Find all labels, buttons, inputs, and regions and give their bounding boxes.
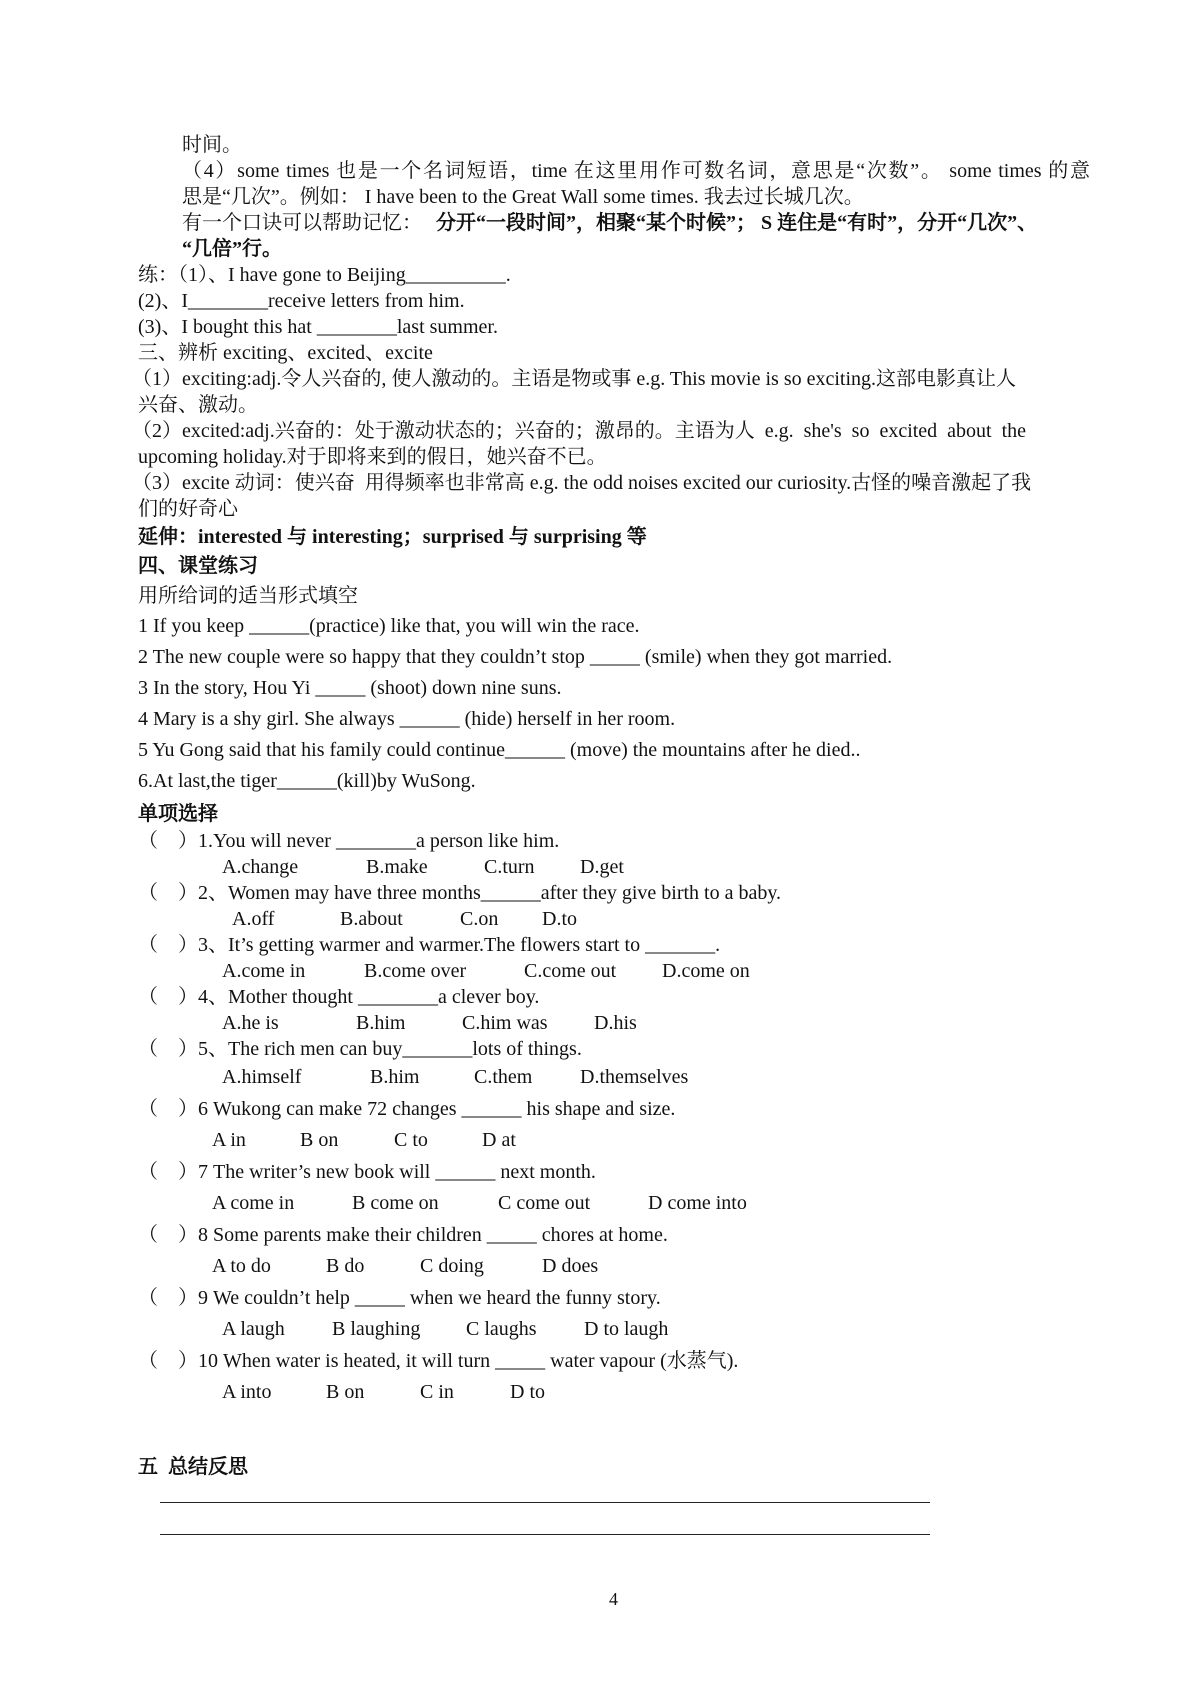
fill-item-6: 6.At last,the tiger______(kill)by WuSong.	[138, 770, 476, 792]
option-c: C to	[394, 1129, 428, 1151]
practice-1: 练：（1）、I have gone to Beijing__________.	[138, 264, 511, 286]
question-stem: 6 Wukong can make 72 changes ______ his shape and size.	[198, 1098, 676, 1120]
option-a: A come in	[212, 1192, 295, 1214]
option-d: D.his	[594, 1012, 637, 1034]
option-b: B.make	[366, 856, 428, 878]
mc-question-10	[138, 1348, 738, 1374]
option-a: A.he is	[222, 1012, 279, 1034]
excited-line-b: upcoming holiday.对于即将来到的假日，她兴奋不已。	[138, 446, 607, 468]
mc-question-5	[138, 1036, 582, 1062]
mc-question-2	[138, 880, 781, 906]
practice-3: (3)、I bought this hat ________last summer.	[138, 316, 498, 338]
fill-item-1: 1 If you keep ______(practice) like that, you will win the race.	[138, 615, 640, 637]
reflection-line-1[interactable]	[160, 1502, 930, 1503]
option-c: C laughs	[466, 1318, 537, 1340]
excited-line-a: （2）excited:adj.兴奋的：处于激动状态的；兴奋的；激昂的。主语为人 e.g. she's so excited about the	[132, 420, 1027, 442]
mc-question-4	[138, 984, 539, 1010]
mc-question-7	[138, 1159, 596, 1185]
answer-paren: （ ）	[138, 1350, 198, 1372]
page-number: 4	[609, 1589, 618, 1609]
option-d: D.to	[542, 908, 577, 930]
option-c: C in	[420, 1381, 454, 1403]
reflection-line-2[interactable]	[160, 1534, 930, 1535]
answer-paren: （ ）	[138, 1287, 198, 1309]
option-c: C come out	[498, 1192, 591, 1214]
option-c: C.come out	[524, 960, 617, 982]
answer-paren: （ ）	[138, 1161, 198, 1183]
practice-2: (2)、I________receive letters from him.	[138, 290, 465, 312]
option-d: D.themselves	[580, 1066, 689, 1088]
option-a: A in	[212, 1129, 246, 1151]
option-b: B.come over	[364, 960, 467, 982]
excite-line-b: 们的好奇心	[138, 498, 238, 520]
question-stem: 5、The rich men can buy_______lots of things.	[198, 1038, 582, 1060]
answer-paren: （ ）	[138, 830, 198, 852]
question-stem: 4、Mother thought ________a clever boy.	[198, 986, 540, 1008]
option-d: D.get	[580, 856, 624, 878]
answer-paren: （ ）	[138, 1224, 198, 1246]
option-a: A.himself	[222, 1066, 302, 1088]
option-b: B.about	[340, 908, 403, 930]
mc-title: 单项选择	[138, 803, 218, 825]
option-d: D does	[542, 1255, 599, 1277]
mnemonic-lead: 有一个口诀可以帮助记忆：	[182, 212, 422, 234]
section4-subtitle: 用所给词的适当形式填空	[138, 585, 358, 607]
exciting-line-b: 兴奋、激动。	[138, 394, 258, 416]
question-stem: 3、It’s getting warmer and warmer.The flowers start to _______.	[198, 934, 721, 956]
option-d: D.come on	[662, 960, 750, 982]
option-d: D to	[510, 1381, 545, 1403]
question-stem: 7 The writer’s new book will ______ next month.	[198, 1161, 596, 1183]
answer-paren: （ ）	[138, 1038, 198, 1060]
answer-paren: （ ）	[138, 882, 198, 904]
fill-item-3: 3 In the story, Hou Yi _____ (shoot) down nine suns.	[138, 677, 562, 699]
question-stem: 2、Women may have three months______after they give birth to a baby.	[198, 882, 782, 904]
exciting-line-a: （1）exciting:adj.令人兴奋的, 使人激动的。主语是物或事 e.g. This movie is so exciting.这部电影真让人	[132, 368, 1017, 390]
intro-line-4	[182, 210, 1037, 236]
option-c: C.on	[460, 908, 499, 930]
section3-title: 三、辨析 exciting、excited、excite	[138, 342, 433, 364]
option-b: B come on	[352, 1192, 439, 1214]
option-a: A laugh	[222, 1318, 285, 1340]
option-b: B on	[300, 1129, 339, 1151]
fill-item-2: 2 The new couple were so happy that they couldn’t stop _____ (smile) when they got married.	[138, 646, 893, 668]
fill-item-4: 4 Mary is a shy girl. She always ______ (hide) herself in her room.	[138, 708, 676, 730]
option-b: B laughing	[332, 1318, 421, 1340]
option-b: B do	[326, 1255, 365, 1277]
section4-title: 四、课堂练习	[138, 555, 258, 577]
option-d: D to laugh	[584, 1318, 669, 1340]
option-c: C.turn	[484, 856, 535, 878]
question-stem: 8 Some parents make their children _____ chores at home.	[198, 1224, 668, 1246]
option-a: A.off	[232, 908, 275, 930]
option-a: A into	[222, 1381, 272, 1403]
option-c: C doing	[420, 1255, 484, 1277]
intro-line-5: “几倍”行。	[182, 238, 282, 260]
intro-line-2-text: （4）some times 也是一个名词短语，time 在这里用作可数名词，意思是“次数”。 some times 的意	[182, 160, 1090, 182]
question-stem: 9 We couldn’t help _____ when we heard the funny story.	[198, 1287, 661, 1309]
mc-question-1	[138, 828, 559, 854]
mc-question-8	[138, 1222, 668, 1248]
option-d: D at	[482, 1129, 516, 1151]
option-c: C.them	[474, 1066, 533, 1088]
option-a: A to do	[212, 1255, 271, 1277]
fill-item-5: 5 Yu Gong said that his family could continue______ (move) the mountains after he died..	[138, 739, 861, 761]
mnemonic-bold: 分开“一段时间”，相聚“某个时候”； S 连住是“有时”，分开“几次”、	[436, 212, 1038, 234]
answer-paren: （ ）	[138, 934, 198, 956]
option-c: C.him was	[462, 1012, 548, 1034]
mc-question-6	[138, 1096, 675, 1122]
answer-paren: （ ）	[138, 1098, 198, 1120]
question-stem: 10 When water is heated, it will turn _____ water vapour (水蒸气).	[198, 1350, 739, 1372]
extension-note: 延伸：interested 与 interesting；surprised 与 surprising 等	[138, 526, 647, 548]
question-stem: 1.You will never ________a person like him.	[198, 830, 560, 852]
option-a: A.come in	[222, 960, 306, 982]
answer-paren: （ ）	[138, 986, 198, 1008]
intro-line-1: 时间。	[182, 134, 242, 156]
option-d: D come into	[648, 1192, 747, 1214]
mc-question-3	[138, 932, 720, 958]
option-b: B.him	[370, 1066, 420, 1088]
mc-question-9	[138, 1285, 661, 1311]
option-a: A.change	[222, 856, 299, 878]
section5-title: 五 总结反思	[138, 1456, 248, 1478]
option-b: B on	[326, 1381, 365, 1403]
intro-line-3: 思是“几次”。例如： I have been to the Great Wall some times. 我去过长城几次。	[182, 186, 864, 208]
option-b: B.him	[356, 1012, 406, 1034]
intro-line-2	[182, 158, 1090, 184]
excite-line-a: （3）excite 动词：使兴奋 用得频率也非常高 e.g. the odd noises excited our curiosity.古怪的噪音激起了我	[132, 472, 1032, 494]
